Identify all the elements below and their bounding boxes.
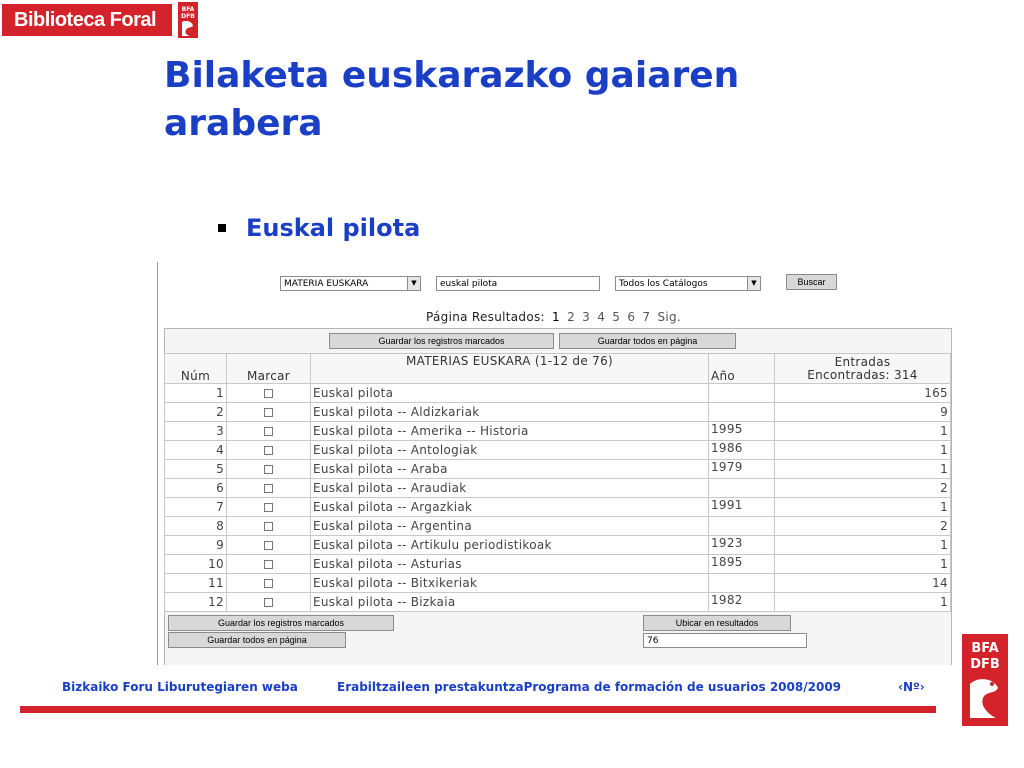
bullet-square-icon: [218, 224, 226, 232]
row-subject-link[interactable]: Euskal pilota -- Amerika -- Historia: [311, 422, 709, 441]
row-count: 1: [775, 422, 951, 441]
pager-page-4[interactable]: 4: [597, 310, 606, 324]
row-subject-link[interactable]: Euskal pilota -- Araba: [311, 460, 709, 479]
checkbox[interactable]: [264, 465, 273, 474]
footer-center: Erabiltzaileen prestakuntzaPrograma de formación de usuarios 2008/2009: [337, 680, 842, 694]
header-entries-line1: Entradas: [834, 354, 891, 369]
checkbox[interactable]: [264, 579, 273, 588]
row-mark: [227, 593, 311, 612]
footer-red-rule: [20, 706, 936, 713]
table-row: [165, 422, 951, 441]
row-count: 9: [775, 403, 951, 422]
pager-page-3[interactable]: 3: [582, 310, 591, 324]
checkbox[interactable]: [264, 560, 273, 569]
field-select-value: MATERIA EUSKARA: [284, 279, 369, 289]
brand-logo: Biblioteca Foral: [2, 4, 172, 36]
checkbox[interactable]: [264, 503, 273, 512]
checkbox[interactable]: [264, 598, 273, 607]
row-num: 10: [165, 555, 227, 574]
row-count: 1: [775, 441, 951, 460]
catalog-select-value: Todos los Catálogos: [619, 279, 708, 289]
row-num: 3: [165, 422, 227, 441]
row-subject-link[interactable]: Euskal pilota -- Bitxikeriak: [311, 574, 709, 593]
table-row: [165, 593, 951, 612]
row-mark: [227, 460, 311, 479]
row-mark: [227, 422, 311, 441]
row-count: 1: [775, 498, 951, 517]
row-subject-link[interactable]: Euskal pilota -- Araudiak: [311, 479, 709, 498]
row-year: 1982: [709, 593, 775, 612]
pager-page-5[interactable]: 5: [612, 310, 621, 324]
header-num: Núm: [165, 354, 227, 384]
chevron-down-icon[interactable]: ▼: [747, 277, 760, 290]
logo-line2: DFB: [970, 657, 1000, 672]
row-year: [709, 479, 775, 498]
small-logo-line1: BFA: [181, 6, 195, 13]
header-subject: MATERIAS EUSKARA (1-12 de 76): [311, 354, 709, 384]
locate-results-button[interactable]: Ubicar en resultados: [643, 615, 791, 631]
save-page-button-top[interactable]: Guardar todos en página: [559, 333, 736, 349]
checkbox[interactable]: [264, 541, 273, 550]
row-count: 1: [775, 460, 951, 479]
row-year: [709, 574, 775, 593]
small-logo-line2: DFB: [181, 13, 195, 20]
slide-title: Bilaketa euskarazko gaiaren arabera: [164, 55, 740, 144]
save-page-button-bottom[interactable]: Guardar todos en página: [168, 632, 346, 648]
checkbox[interactable]: [264, 389, 273, 398]
checkbox[interactable]: [264, 522, 273, 531]
checkbox[interactable]: [264, 427, 273, 436]
row-num: 8: [165, 517, 227, 536]
row-year: 1895: [709, 555, 775, 574]
row-count: 165: [775, 384, 951, 403]
row-count: 1: [775, 593, 951, 612]
pager-next[interactable]: Sig.: [657, 310, 682, 324]
row-subject-link[interactable]: Euskal pilota -- Argentina: [311, 517, 709, 536]
row-year: 1986: [709, 441, 775, 460]
footer-slide-number: ‹Nº›: [898, 680, 925, 694]
chevron-down-icon[interactable]: ▼: [407, 277, 420, 290]
row-num: 12: [165, 593, 227, 612]
table-header-row: [165, 354, 951, 384]
row-count: 14: [775, 574, 951, 593]
row-subject-link[interactable]: Euskal pilota -- Asturias: [311, 555, 709, 574]
checkbox[interactable]: [264, 446, 273, 455]
save-marked-button-top[interactable]: Guardar los registros marcados: [329, 333, 554, 349]
search-input[interactable]: [436, 276, 600, 291]
catalog-screenshot: [157, 262, 961, 665]
table-row: [165, 460, 951, 479]
bfa-dfb-logo-small: [178, 2, 198, 38]
row-subject-link[interactable]: Euskal pilota: [311, 384, 709, 403]
row-count: 2: [775, 517, 951, 536]
row-subject-link[interactable]: Euskal pilota -- Argazkiak: [311, 498, 709, 517]
table-row: [165, 441, 951, 460]
row-mark: [227, 403, 311, 422]
table-row: [165, 574, 951, 593]
locate-input[interactable]: [643, 633, 807, 648]
row-count: 1: [775, 555, 951, 574]
row-num: 11: [165, 574, 227, 593]
field-select[interactable]: [280, 276, 421, 291]
search-button[interactable]: Buscar: [786, 274, 837, 290]
row-subject-link[interactable]: Euskal pilota -- Antologiak: [311, 441, 709, 460]
save-marked-button-bottom[interactable]: Guardar los registros marcados: [168, 615, 394, 631]
row-num: 5: [165, 460, 227, 479]
footer-left: Bizkaiko Foru Liburutegiaren weba: [62, 680, 298, 694]
pager-label: Página Resultados:: [426, 310, 545, 324]
header-entries: [775, 354, 951, 384]
row-mark: [227, 536, 311, 555]
table-row: [165, 517, 951, 536]
row-mark: [227, 441, 311, 460]
row-year: [709, 517, 775, 536]
row-num: 9: [165, 536, 227, 555]
row-num: 4: [165, 441, 227, 460]
pager: [426, 310, 681, 324]
locate-input-value: 76: [647, 636, 659, 646]
checkbox[interactable]: [264, 408, 273, 417]
row-mark: [227, 517, 311, 536]
table-row: [165, 536, 951, 555]
logo-line1: BFA: [971, 641, 999, 656]
row-num: 7: [165, 498, 227, 517]
row-year: 1995: [709, 422, 775, 441]
table-row: [165, 479, 951, 498]
row-year: 1923: [709, 536, 775, 555]
results-table: [164, 353, 951, 612]
row-year: 1991: [709, 498, 775, 517]
pager-page-7[interactable]: 7: [642, 310, 651, 324]
row-num: 6: [165, 479, 227, 498]
row-count: 1: [775, 536, 951, 555]
row-mark: [227, 384, 311, 403]
pager-page-2[interactable]: 2: [567, 310, 575, 324]
table-row: [165, 403, 951, 422]
row-year: [709, 384, 775, 403]
row-subject-link[interactable]: Euskal pilota -- Artikulu periodistikoak: [311, 536, 709, 555]
row-num: 1: [165, 384, 227, 403]
pager-page-6[interactable]: 6: [627, 310, 636, 324]
row-year: [709, 403, 775, 422]
row-subject-link[interactable]: Euskal pilota -- Aldizkariak: [311, 403, 709, 422]
bfa-dfb-logo: [962, 634, 1008, 726]
row-count: 2: [775, 479, 951, 498]
table-row: [165, 555, 951, 574]
row-subject-link[interactable]: Euskal pilota -- Bizkaia: [311, 593, 709, 612]
catalog-select[interactable]: [615, 276, 761, 291]
header-year: Año: [709, 354, 775, 384]
checkbox[interactable]: [264, 484, 273, 493]
slide-bullet: Euskal pilota: [246, 214, 421, 242]
row-mark: [227, 574, 311, 593]
table-row: [165, 498, 951, 517]
header-mark: Marcar: [227, 354, 311, 384]
pager-page-1[interactable]: 1: [552, 310, 560, 324]
header-entries-line2: Encontradas: 314: [807, 367, 918, 382]
row-mark: [227, 555, 311, 574]
row-mark: [227, 479, 311, 498]
row-mark: [227, 498, 311, 517]
row-num: 2: [165, 403, 227, 422]
search-input-value: euskal pilota: [440, 279, 498, 289]
table-row: [165, 384, 951, 403]
row-year: 1979: [709, 460, 775, 479]
